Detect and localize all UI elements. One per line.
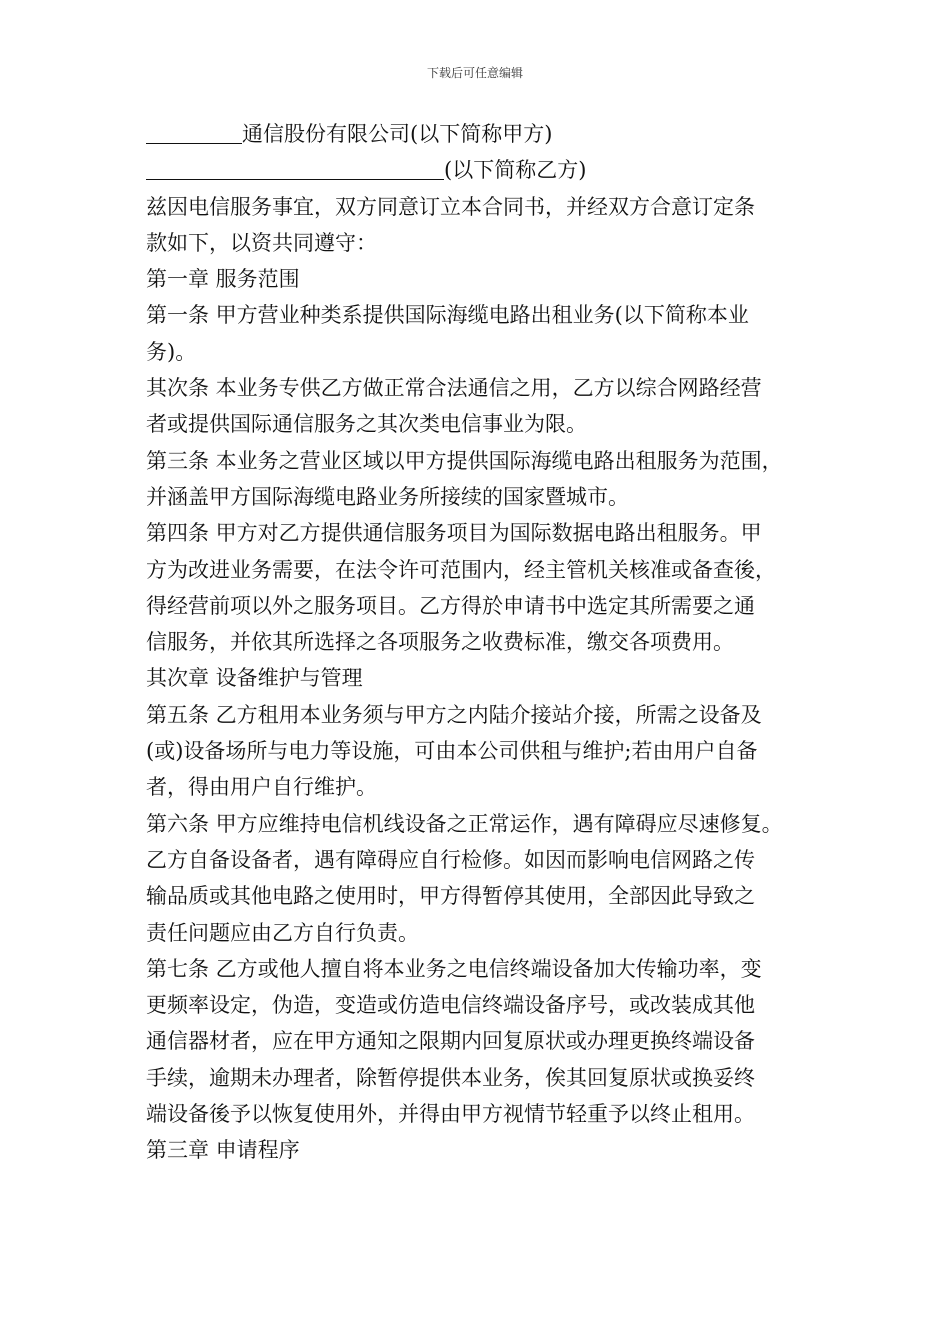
- text-line: 得经营前项以外之服务项目。乙方得於申请书中选定其所需要之通: [146, 593, 755, 618]
- text-line: 责任问题应由乙方自行负责。: [146, 920, 419, 945]
- party-a-text: 通信股份有限公司(以下简称甲方): [242, 122, 553, 146]
- text-line: 输品质或其他电路之使用时，甲方得暂停其使用，全部因此导致之: [146, 884, 755, 909]
- party-a-blank[interactable]: [146, 121, 242, 144]
- text-line: 并涵盖甲方国际海缆电路业务所接续的国家暨城市。: [146, 484, 629, 509]
- text-line: 第五条 乙方租用本业务须与甲方之内陆介接站介接，所需之设备及: [146, 702, 762, 727]
- text-line: 第六条 甲方应维持电信机线设备之正常运作，遇有障碍应尽速修复。: [146, 811, 783, 836]
- chapter-heading: 第三章 申请程序: [146, 1138, 300, 1163]
- text-line: 手续，逾期未办理者，除暂停提供本业务，俟其回复原状或换妥终: [146, 1065, 755, 1090]
- text-line: 款如下，以资共同遵守：: [146, 230, 377, 255]
- chapter-heading: 其次章 设备维护与管理: [146, 666, 363, 691]
- text-line: 第七条 乙方或他人擅自将本业务之电信终端设备加大传输功率，变: [146, 956, 762, 981]
- text-line: 其次条 本业务专供乙方做正常合法通信之用，乙方以综合网路经营: [146, 376, 762, 401]
- text-line: (或)设备场所与电力等设施，可由本公司供租与维护;若由用户自备: [146, 739, 758, 764]
- party-b-blank[interactable]: [146, 157, 444, 180]
- text-line: 第三条 本业务之营业区域以甲方提供国际海缆电路出租服务为范围，: [146, 448, 783, 473]
- text-line: 者或提供国际通信服务之其次类电信事业为限。: [146, 412, 587, 437]
- party-b-text: (以下简称乙方): [444, 158, 587, 183]
- text-line: 第四条 甲方对乙方提供通信服务项目为国际数据电路出租服务。甲: [146, 521, 762, 546]
- text-line: 者，得由用户自行维护。: [146, 775, 377, 800]
- party-a-line: [146, 116, 836, 152]
- chapter-heading: 第一章 服务范围: [146, 267, 300, 292]
- text-line: 务)。: [146, 339, 197, 364]
- party-b-line: [146, 152, 836, 188]
- text-line: 方为改进业务需要，在法令许可范围内，经主管机关核准或备查後，: [146, 557, 776, 582]
- text-line: 兹因电信服务事宜，双方同意订立本合同书，并经双方合意订定条: [146, 194, 755, 219]
- text-line: 更频率设定，伪造，变造或仿造电信终端设备序号，或改装成其他: [146, 993, 755, 1018]
- text-line: 信服务，并依其所选择之各项服务之收费标准，缴交各项费用。: [146, 630, 734, 655]
- document-body: [146, 116, 836, 1169]
- page-header: 下载后可任意编辑: [426, 66, 523, 80]
- text-line: 端设备後予以恢复使用外，并得由甲方视情节轻重予以终止租用。: [146, 1102, 755, 1127]
- text-line: 通信器材者，应在甲方通知之限期内回复原状或办理更换终端设备: [146, 1029, 755, 1054]
- text-line: 第一条 甲方营业种类系提供国际海缆电路出租业务(以下简称本业: [146, 303, 749, 328]
- text-line: 乙方自备设备者，遇有障碍应自行检修。如因而影响电信网路之传: [146, 847, 755, 872]
